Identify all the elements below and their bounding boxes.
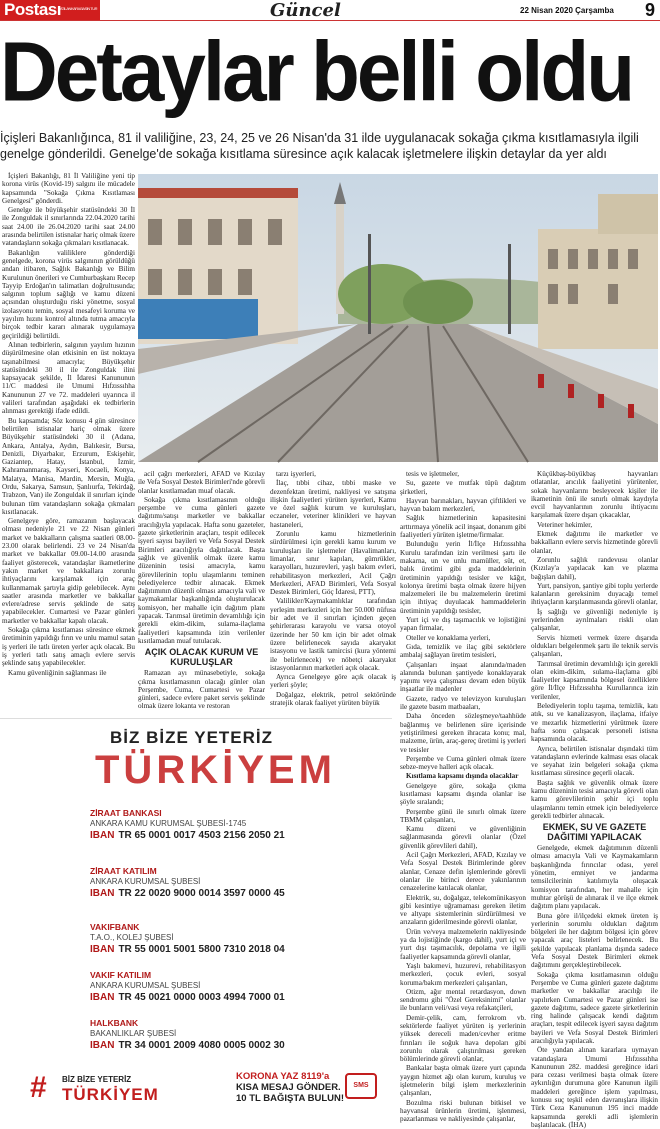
article-paragraph: Sokağa çıkma kısıtlamasının olduğu perşembe ve cuma günleri gazete dağıtımı/satışı marketler ve bakkallar aracılığıyla yapılacak. Hafta sonu gazeteler, gazete şirketlerinin araçları, tespit edilecek işyeri sayısı bayileri ve Vefa Sosyal Destek Birimleri aracılığıyla dağıtılacak. Başta sağlık ve güvenlik olmak üzere kamu düzeninin tesisi amacıyla, kamu görevlilerinin toplu ulaşımlarını teminen belediyelerce tedbir alınacak. Ekmek dağıtımının düzenli olması amacıyla vali ve kaymakamlar başkanlığında oluşturulacak komisyon, her mahalle için dağıtım planı yapacak. Tarımsal üretimin devamlılığı için gerekli ekim-dikim, sulama-ilaçlama faaliyetleri kapsamında izin verilenler kısıtlamadan muaf tutulacak. <box>138 495 265 645</box>
article-paragraph: Acil Çağrı Merkezleri, AFAD, Kızılay ve Vefa Sosyal Destek Birimlerinde görev alanlar, Cenaze defin işlemlerinde görevli olanlar ile birinci derece yakınlarının cenazelerine katılacak olanlar, <box>400 851 526 893</box>
article-paragraph: Sağlık hizmetlerinin kapasitesini arttırmaya yönelik acil inşaat, donanım gibi faaliyetleri yürüten işletme/firmalar. <box>400 514 526 540</box>
bank-branch: BAKANLIKLAR ŞUBESİ <box>90 1029 177 1038</box>
article-paragraph: Gazete, radyo ve televizyon kuruluşları ile gazete basım matbaaları, <box>400 694 526 712</box>
bank-entry <box>90 922 285 955</box>
article-column-3 <box>270 470 396 716</box>
section-title: Güncel <box>270 0 341 21</box>
article-paragraph: Kamu güvenliğinin sağlanması ile <box>8 668 107 677</box>
article-paragraph: Ayrıca, belirtilen istisnalar dışındaki tüm vatandaşların evlerinde kalması esas olacak ve seyahat izin belgeleri sokağa çıkma kısıtlaması süresince geçerli olacak. <box>531 744 658 778</box>
article-paragraph: Servis hizmeti vermek üzere dışarıda oldukları belgelenmek şartı ile teknik servis çalışanları, <box>531 633 658 659</box>
ad-title: TÜRKİYEM <box>95 748 336 792</box>
article-paragraph: Yurt içi ve dış taşımacılık ve lojistiğini yapan firmalar, <box>400 616 526 633</box>
article-paragraph: Sokağa çıkma kısıtlaması süresince ekmek üretiminin yapıldığı fırın ve unlu mamul satan iş yerleri ile tatlı üreten yerler açık olacak. Bu iş yerleri tatlı satış amaçlı evlere servis şeklinde satış yapabilecekler. <box>2 626 135 668</box>
article-paragraph: Demir-çelik, cam, ferrokrom vb. sektörlerde faaliyet yürüten iş yerlerinin yüksek dereceli maden/cevher eritme fırınları ile soğuk hava depoları gibi zorunlu olarak çalıştırılması gereken bölümlerinde görevli olanlar, <box>400 1013 526 1064</box>
article-paragraph: Elektrik, su, doğalgaz, telekomünikasyon gibi kesintiye uğramaması gereken iletim ve altyapı sistemlerinin sürdürülmesi ve arızaların giderilmesinde görevli olanlar, <box>400 893 526 927</box>
bank-name: ZİRAAT BANKASI <box>90 808 162 818</box>
article-paragraph: İlaç, tıbbi cihaz, tıbbi maske ve dezenfektan üretimi, nakliyesi ve satışına ilişkin faaliyetleri yürüten işyerleri, Kamu ve özel sağlık kurum ve kuruluşları, eczaneler, veteriner klinikleri ve hayvan hastaneleri, <box>270 479 396 529</box>
article-paragraph: Kamu düzeni ve güvenliğinin sağlanmasında görevli olanlar (Özel güvenlik görevlileri dahil), <box>400 825 526 850</box>
article-paragraph: Alınan tedbirlerin, salgının yayılım hızının düşürülmesine olan etkisinin en üst noktaya taşınabilmesi amacıyla; Büyükşehir statüsündeki 30 il ile Zonguldak ilini kapsayacak şekilde, İl İdaresi Kanununun 11/C maddesi ile Umumi Hıfzıssıhha Kanununun 27 ve 72. maddeleri uyarınca il valileri tarafından aşağıdaki ek tedbirlerin alınması gerektiği ifade edildi. <box>2 340 135 416</box>
article-paragraph: acil çağrı merkezleri, AFAD ve Kızılay ile Vefa Sosyal Destek Birimleri'nde görevli olanlar kısıtlamadan muaf olacak. <box>138 470 265 495</box>
article-paragraph: Belediyelerin toplu taşıma, temizlik, katı atık, su ve kanalizasyon, ilaçlama, itfaiye ve mezarlık hizmetlerini yürütmek üzere hafta sonu çalışacak personeli istisna kapsamında olacak. <box>531 702 658 744</box>
article-paragraph: Bozulma riski bulunan bitkisel ve hayvansal ürünlerin üretimi, işlenmesi, pazarlanması ve nakliyesinde çalışanlar, <box>400 1098 526 1124</box>
page-number: 9 <box>645 0 656 20</box>
article-paragraph: Yurt, pansiyon, şantiye gibi toplu yerlerde kalanların gereksinim duyacağı temel ihtiyaçların karşılanmasında görevli olanlar, <box>531 581 658 607</box>
article-paragraph: Öte yandan alınan kararlara uymayan vatandaşlara Umumi Hıfzıssıhha Kanununun 282. maddesi gereğince idari para cezası verilmesi başta olmak üzere aykırılığın durumuna göre Kanunun ilgili maddeleri gereğince işlem yapılması, konusu suç teşkil eden davranışlara ilişkin Türk Ceza Kanununun 195 inci madde kapsamında gerekli adli işlemlerin başlatılacak. (İHA) <box>531 1046 658 1129</box>
bank-iban: IBAN TR 34 0001 2009 4080 0005 0002 30 <box>90 1040 285 1051</box>
article-paragraph: İçişleri Bakanlığı, 81 İl Valiliğine yeni tip korona virüs (Kovid-19) salgını ile mücadele kapsamında "Sokağa Çıkma Kısıtlaması Genelgesi" gönderdi. <box>2 172 135 205</box>
article-paragraph: Bankalar başta olmak üzere yurt çapında yaygın hizmet ağı olan kurum, kuruluş ve işletmelerin bilgi işlem merkezlerinin çalışanları, <box>400 1064 526 1098</box>
bank-name: VAKIFBANK <box>90 922 140 932</box>
article-paragraph: Perşembe günü ile sınırlı olmak üzere TBMM çalışanları, <box>400 807 526 824</box>
article-paragraph: Bulunduğu yerin İl/İlçe Hıfzıssıhha Kurulu tarafından izin verilmesi şartı ile makarna, un ve unlu mamüller, süt, et, balık üretimi gibi gıda maddelerinin üretiminin yapıldığı tesisler ve kâğıt, kolonya üretimi başta olmak üzere hijyen malzemeleri ile bu malzemelerin üretimi için ihtiyaç duyulacak hammaddelerin üretiminin yapıldığı tesisler, <box>400 540 526 615</box>
bank-name: VAKIF KATILIM <box>90 970 152 980</box>
bank-branch: ANKARA KURUMSAL ŞUBESİ <box>90 877 201 886</box>
bank-name: HALKBANK <box>90 1018 139 1028</box>
article-paragraph: Otizm, ağır mental retardasyon, down sendromu gibi "Özel Gereksinimi" olanlar ile bunların veli/vasi veya refakatçileri, <box>400 987 526 1013</box>
article-paragraph: Ürün ve/veya malzemelerin nakliyesinde ya da lojistiğinde (kargo dahil), yurt içi ve yurt dışı taşımacılık, depolama ve ilgili faaliyetler kapsamında görevli olanlar, <box>400 927 526 961</box>
bank-iban: IBAN TR 45 0021 0000 0003 4994 7000 01 <box>90 992 285 1003</box>
footer-title: TÜRKİYEM <box>62 1085 159 1104</box>
subheading-open-institutions: AÇIK OLACAK KURUM VE KURULUŞLAR <box>144 647 259 668</box>
ad-footer <box>0 1065 392 1117</box>
bank-name: ZİRAAT KATILIM <box>90 866 157 876</box>
bank-entry <box>90 1018 285 1051</box>
bank-iban: IBAN TR 55 0001 5001 5800 7310 2018 04 <box>90 944 285 955</box>
headline: Detaylar belli oldu <box>0 25 633 119</box>
article-paragraph: Ayrıca Genelgeye göre açık olacak iş yerleri şöyle; <box>270 673 396 690</box>
street-photo <box>138 174 658 462</box>
article-paragraph: Küçükbaş-büyükbaş hayvanları otlatanlar, arıcılık faaliyetini yürütenler, sokak hayvanlarını besleyecek kişiler ile ikametinin önü ile sınırlı olmak kaydıyla evcil hayvanlarının zorunlu ihtiyacını karşılamak üzere dışarı çıkacaklar, <box>531 470 658 520</box>
article-paragraph: Buna göre il/ilçedeki ekmek üreten iş yerlerinin sorumlu oldukları dağıtım bölgeleri ile her dağıtım bölgesi için görev yapacak araç listeleri belirlenecek. Bu şekilde yapılacak planlama dışında sadece Vefa Sosyal Destek Birimleri ekmek dağıtımını gerçekleştirebilecek. <box>531 911 658 970</box>
subheading-distribution: EKMEK, SU VE GAZETE DAĞITIMI YAPILACAK <box>542 822 647 843</box>
bank-iban: IBAN TR 65 0001 0017 4503 2156 2050 21 <box>90 830 285 841</box>
hashtag-icon: # <box>30 1071 47 1104</box>
article-paragraph: Zorunlu kamu hizmetlerinin sürdürülmesi için gerekli kamu kurum ve kuruluşları ile işletmeler (Havalimanları, limanlar, sınır kapıları, gümrükler, karayolları, huzurevleri, yaşlı bakım evleri, rehabilitasyon merkezleri, Acil Çağrı Merkezleri, AFAD Birimleri, Vefa Sosyal Destek Birimleri, Göç İdaresi, PTT), <box>270 530 396 597</box>
article-paragraph: Daha önceden sözleşmeye/taahhüde bağlanmış ve belirlenen süre içerisinde yetiştirilmesi gereken ihracata konu; mal, malzeme, ürün, araç-gereç üretimi iş yerleri ve tesisler <box>400 712 526 754</box>
article-paragraph: Doğalgaz, elektrik, petrol sektöründe stratejik olarak faaliyet yürüten büyük <box>270 690 396 708</box>
article-column-4 <box>400 470 526 1124</box>
article-paragraph: Bu kapsamda; Söz konusu 4 gün süresince belirtilen istisnalar hariç olmak üzere Büyükşehir statüsündeki 30 il (Adana, Ankara, Antalya, Aydın, Balıkesir, Bursa, Denizli, Diyarbakır, Erzurum, Eskişehir, Gaziantep, Hatay, İstanbul, İzmir, Kahramanmaraş, Kayseri, Kocaeli, Konya, Malatya, Manisa, Mardin, Mersin, Muğla, Ordu, Sakarya, Samsun, Şanlıurfa, Tekirdağ, Trabzon, Van) ile Zonguldak il sınırları içinde bulunan tüm vatandaşların sokağa çıkmaları kısıtlanacak. <box>2 416 135 516</box>
bank-branch: ANKARA KAMU KURUMSAL ŞUBESİ-1745 <box>90 819 247 828</box>
article-paragraph: İş sağlığı ve güvenliği nedeniyle iş yerlerinden ayrılmaları riskli olan çalışanlar, <box>531 607 658 633</box>
sms-campaign: KORONA YAZ 8119'a KISA MESAJ GÖNDER. 10 TL BAĞIŞTA BULUN! <box>236 1071 345 1104</box>
footer-slogan: BİZ BİZE YETERİZ <box>62 1075 132 1084</box>
article-paragraph: Hayvan barınakları, hayvan çiftlikleri ve hayvan bakım merkezleri, <box>400 496 526 514</box>
issue-date: 22 Nisan 2020 Çarşamba <box>520 6 614 15</box>
article-paragraph: Zorunlu sağlık randevusu olanlar (Kızılay'a yapılacak kan ve plazma bağışları dahil), <box>531 555 658 581</box>
article-paragraph: Sokağa çıkma kısıtlamasının olduğu Perşembe ve Cuma günleri gazete dağıtımı marketler ve bakkallar aracılığı ile yapılırken Cumartesi ve Pazar günleri ise gazete dağıtımı, sadece gazete şirketlerinin ring halinde çalışacak kendi dağıtım araçları, tespit edilecek işyeri sayısı dağıtım bayileri ve Vefa Sosyal Destek Birimleri aracılığıyla yapılacak. <box>531 970 658 1045</box>
article-paragraph: Oteller ve konaklama yerleri, <box>406 633 491 642</box>
bank-entry <box>90 866 285 899</box>
bank-branch: T.A.O., KOLEJ ŞUBESİ <box>90 933 174 942</box>
article-paragraph: Başta sağlık ve güvenlik olmak üzere kamu düzeninin tesisi amacıyla görevli olan kamu görevlilerinin şehir içi toplu ulaşımlarını temin etmek için belediyelerce gerekli tedbirler alınacak. <box>531 778 658 820</box>
article-paragraph: tesis ve işletmeler, <box>406 470 460 478</box>
article-paragraph: Genelgeye göre, sokağa çıkma kısıtlaması kapsamı dışında olanlar ise şöyle sıralandı; <box>400 781 526 807</box>
bank-iban: IBAN TR 22 0020 9000 0014 3597 0000 45 <box>90 888 285 899</box>
article-paragraph: Gıda, temizlik ve ilaç gibi sektörlere ambalaj sağlayan üretim tesisleri, <box>400 642 526 660</box>
article-paragraph: Genelgede, ekmek dağıtımının düzenli olması amacıyla Vali ve Kaymakamların başkanlığında fırıncılar odası, yerel yönetim, emniyet ve jandarma temsilcilerinin katılımıyla oluşacak komisyon tarafından, her mahalle için muhtar görüşü de alınarak il ve ilçe ekmek dağıtım planı yapılacak. <box>531 844 658 911</box>
article-paragraph: Yaşlı bakımevi, huzurevi, rehabilitasyon merkezleri, çocuk evleri, sosyal koruma/bakım merkezleri çalışanları, <box>400 961 526 987</box>
bank-entry <box>90 970 285 1003</box>
article-column-1 <box>2 172 135 718</box>
sms-icon: SMS <box>345 1073 377 1099</box>
ad-slogan: BİZ BİZE YETERİZ <box>110 728 274 747</box>
article-paragraph: Valilikler/Kaymakamlıklar tarafından yerleşim merkezleri için her 50.000 nüfusa bir adet ve il sınırları içinden geçen şehirlerarası karayolu ve varsa otoyol üzerinde her 50 km için bir adet olmak üzere belirlenecek sayıda akaryakıt istasyonu ve lastik tamircisi (kura yöntemi ile belirlenecek) ve nöbetçi akaryakıt istasyonlarının marketleri açık olacak. <box>270 597 396 672</box>
article-paragraph: Genelge ile büyükşehir statüsündeki 30 İl ile Zonguldak il sınırlarında 22.04.2020 tarihi saat 24.00 ile 26.04.2020 tarihi saat 24.00 arasında belirtilen istisnalar hariç olmak üzere vatandaşların sokağa çıkmaları kısıtlanacak. <box>2 206 135 248</box>
article-paragraph: Perşembe ve Cuma günleri olmak üzere sebze-meyve halleri açık olacak. <box>400 754 526 772</box>
bank-entry <box>90 808 285 841</box>
article-paragraph: Ramazan ayı münasebetiyle, sokağa çıkma kısıtlamasının olacağı günler olan Perşembe, Cuma, Cumartesi ve Pazar günleri, sadece evlere paket servis şeklinde olmak üzere lokanta ve restoran <box>138 669 265 711</box>
article-column-5 <box>531 470 658 1129</box>
article-paragraph: Çalışanları inşaat alanında/maden alanında bulunan şantiyede konaklayarak yapımı veya çalışması devam eden büyük inşaatlar ile madenler <box>400 660 526 694</box>
article-paragraph: Kısıtlama kapsamı dışında olacaklar <box>406 772 519 781</box>
article-paragraph: Bakanlığın valiliklere gönderdiği genelgede, korona virüs salgınının görüldüğü andan itibaren, Sağlık Bakanlığı ve Bilim Kurulunun önerileri ve Cumhurbaşkanı Recep Tayyip Erdoğan'ın talimatları doğrultusunda; salgının toplum sağlığı ve kamu düzeni açısından oluşturduğu riski yönetme, sosyal izolasyonu temin, sosyal mesafeyi koruma ve yayılım hızını kontrol altında tutma amacıyla birçok tedbir kararı alınarak uygulamaya geçirildiği belirtildi. <box>2 248 135 340</box>
article-paragraph: tarzı işyerleri, <box>276 470 316 478</box>
lead-paragraph: İçişleri Bakanlığınca, 81 il valiliğine, 23, 24, 25 ve 26 Nisan'da 31 ilde uygulanacak sokağa çıkma kısıtlamasıyla ilgili genelge gönderildi. Genelge'de sokağa kısıtlama süresince açık kalacak işletmelere ilişkin detaylar da yer aldı <box>0 131 639 161</box>
article-paragraph: Ekmek dağıtımı ile marketler ve bakkalların evlere servis hizmetinde görevli olanlar, <box>531 530 658 555</box>
article-paragraph: Veteriner hekimler, <box>537 520 593 529</box>
article-paragraph: Genelgeye göre, ramazanın başlayacak olması nedeniyle 21 ve 22 Nisan günleri market ve bakkalların çalışma saatleri 08.00-23.00 olarak belirlendi. 23 ve 24 Nisan'da market ve bakkallar 09.00-14.00 arasında faaliyet gösterecek, vatandaşlar ikametlerine yakın market ve bakkallara zorunlu ihtiyaçlarını karşılamak için araç kullanmamak şartıyla gidip gelebilecek. Aynı saatler arasında marketler ve bakkallar evlere/adrese servis şeklinde de satış yapabilecekler. Cumartesi ve Pazar günleri marketler ve bakkallar kapalı olacak. <box>2 517 135 625</box>
article-paragraph: Tarımsal üretimin devamlılığı için gerekli olan ekim-dikim, sulama-ilaçlama gibi faaliyetler kapsamında bölgesel özelliklere göre İl/İlçe Hıfzıssıhha Kurullarınca izin verilenler, <box>531 659 658 701</box>
article-paragraph: Su, gazete ve mutfak tüpü dağıtım şirketleri, <box>400 479 526 496</box>
newspaper-logo[interactable]: Postası KATIL ANKARA BASIN TUR <box>0 0 100 20</box>
article-column-2 <box>138 470 265 716</box>
bank-branch: ANKARA KURUMSAL ŞUBESİ <box>90 981 201 990</box>
